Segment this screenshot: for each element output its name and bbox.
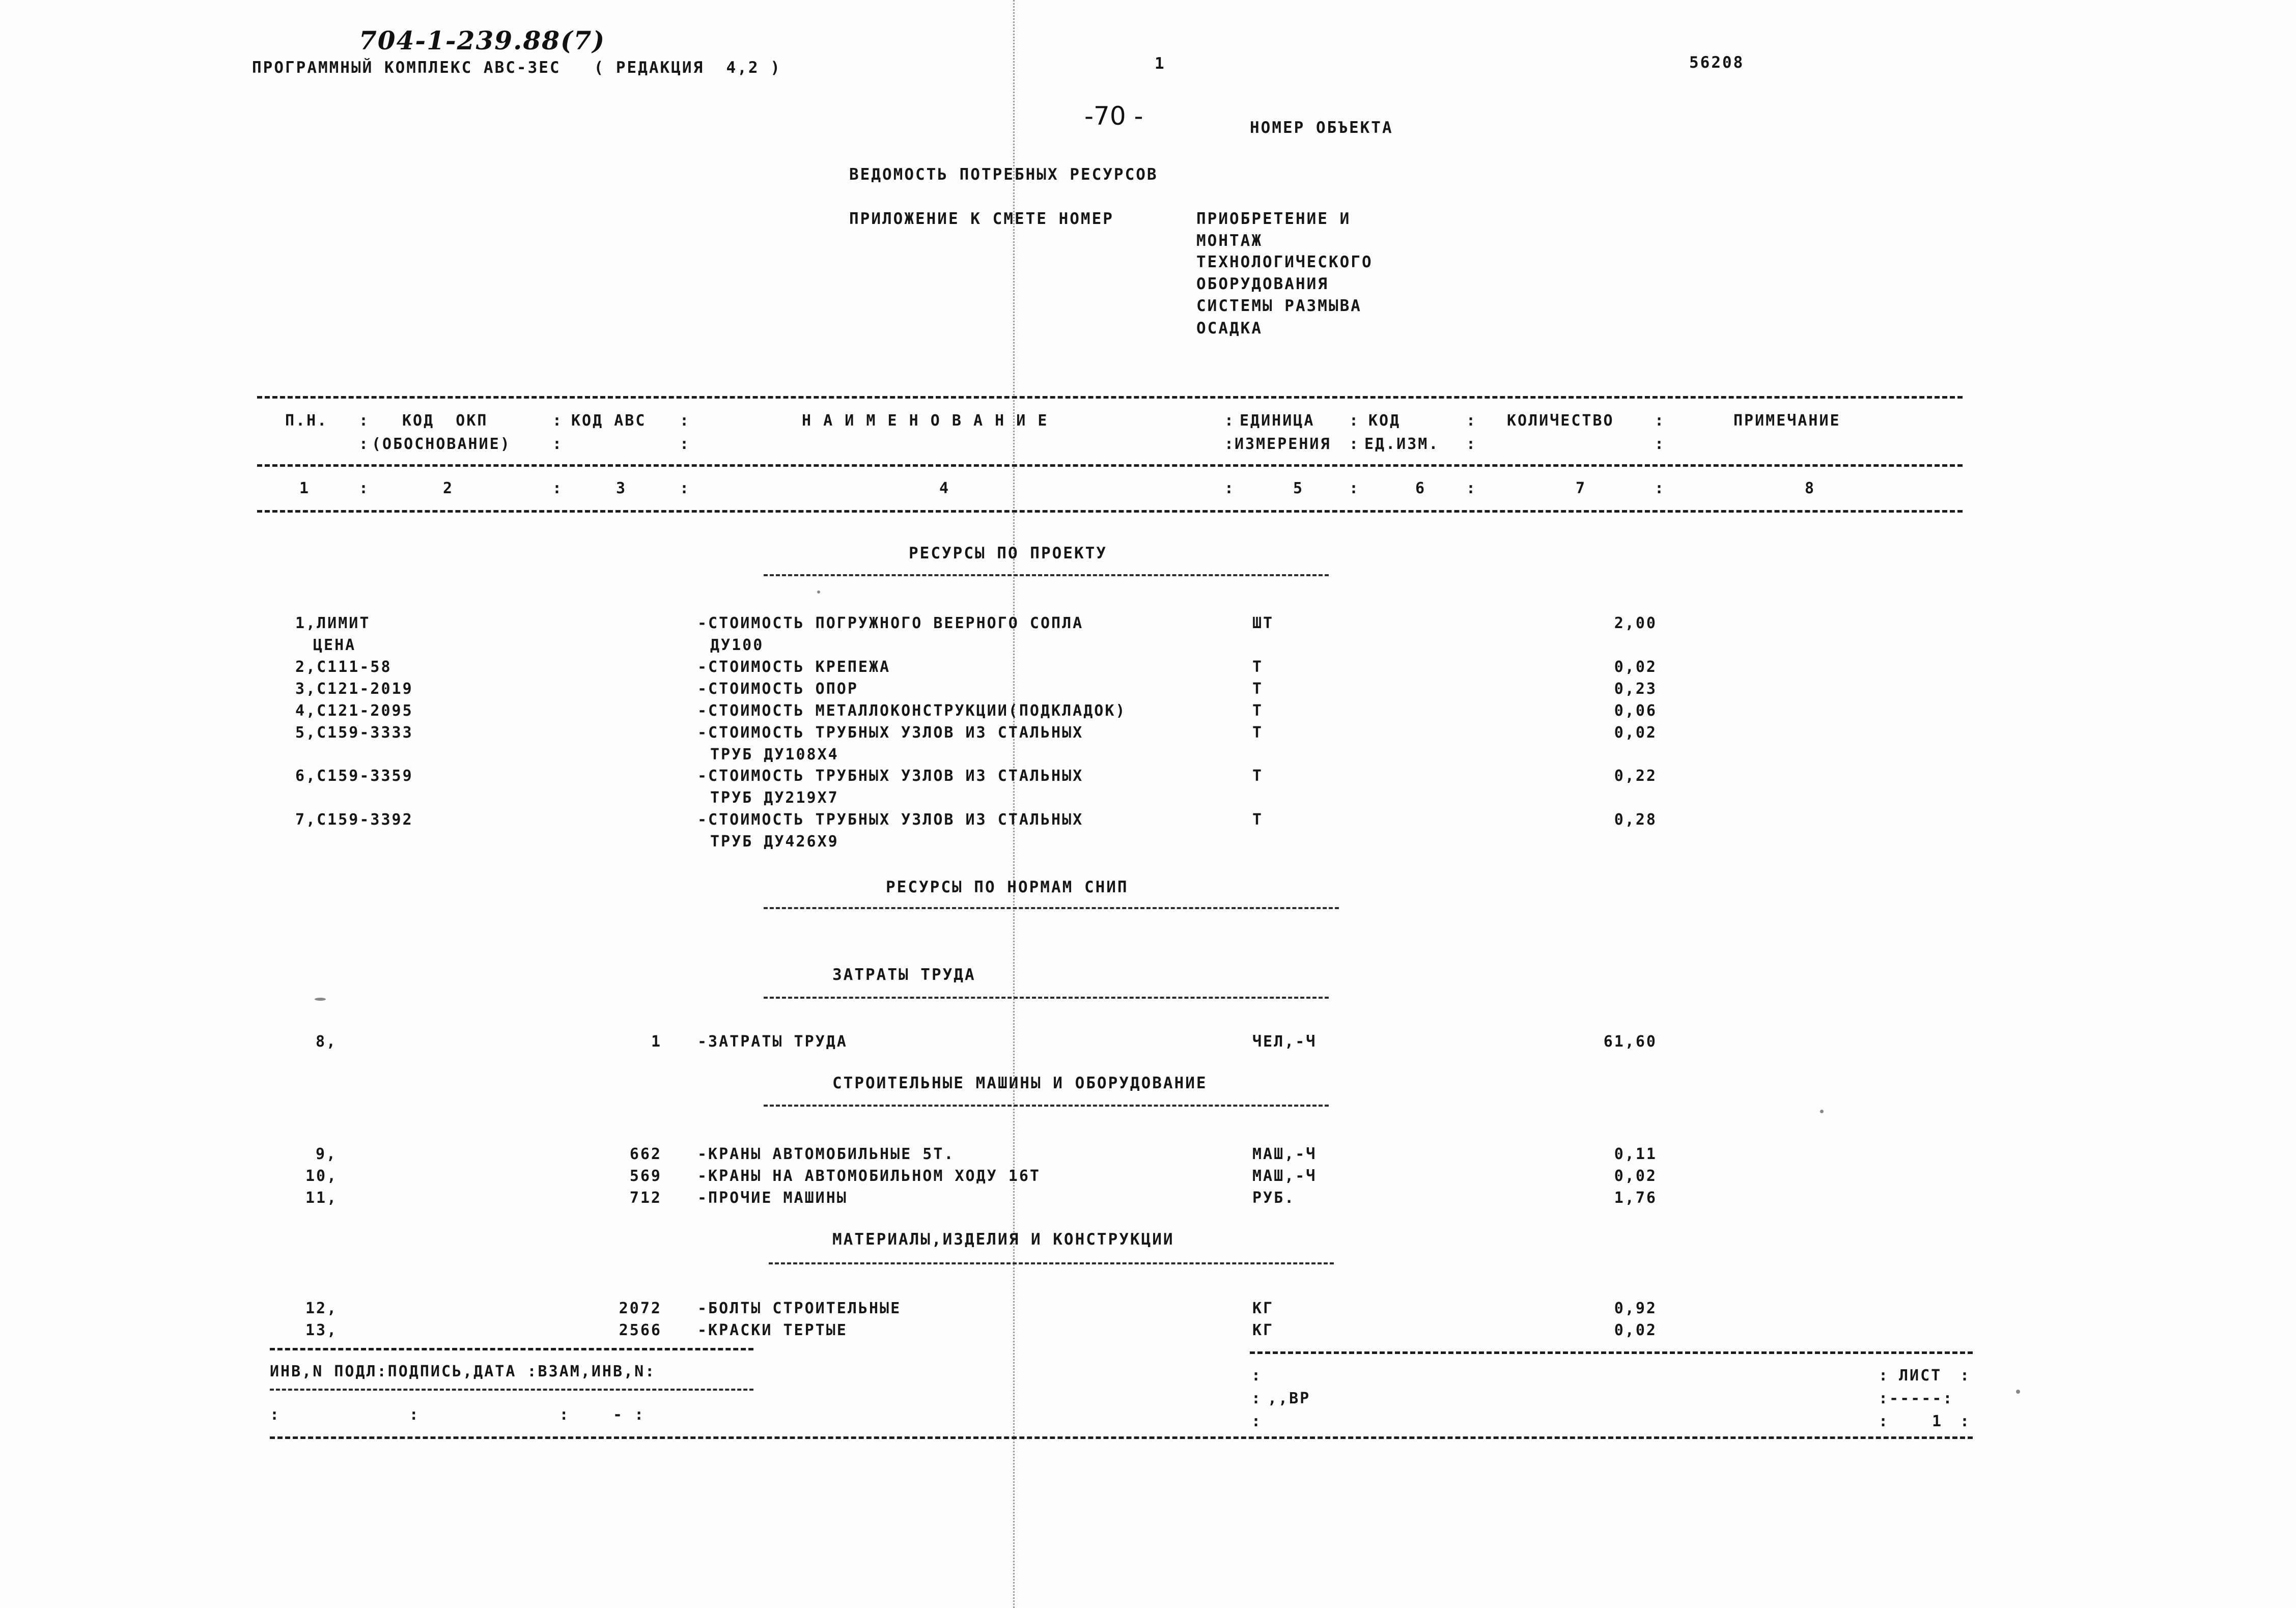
section-project-title: РЕСУРСЫ ПО ПРОЕКТУ — [909, 544, 1107, 562]
section-norms-title: РЕСУРСЫ ПО НОРМАМ СНИП — [886, 878, 1129, 896]
row-11-unit: РУБ. — [1252, 1189, 1296, 1207]
stamp-sheet-sep-2: : — [1960, 1367, 1971, 1385]
document-number: 56208 — [1689, 53, 1745, 72]
col-header-sep-5: : — [1224, 435, 1236, 453]
row-9-pn: 9, — [316, 1145, 338, 1163]
col-header-unitcode-2: ЕД.ИЗМ. — [1364, 435, 1440, 453]
row-5-unit: Т — [1252, 724, 1264, 742]
col-number-sep: : — [359, 479, 370, 497]
row-3-pn: 3,С121-2019 — [295, 680, 413, 698]
row-6-pn: 6,С159-3359 — [295, 767, 413, 785]
col-number-sep: : — [680, 479, 691, 497]
col-number-sep: : — [1466, 479, 1477, 497]
stamp-sheet-value: 1 — [1932, 1413, 1943, 1430]
row-10-pn: 10, — [305, 1167, 338, 1185]
col-header-sep-6: : — [1349, 435, 1360, 453]
col-number-6: 6 — [1415, 479, 1426, 497]
stamp-sheet-label: ЛИСТ — [1899, 1367, 1942, 1385]
row-2-name: -СТОИМОСТЬ КРЕПЕЖА — [697, 658, 891, 676]
stamp-right-colon-2: : — [1251, 1390, 1263, 1407]
stamp-sheet-sep-4: : — [1960, 1413, 1971, 1430]
estimate-name-6: ОСАДКА — [1196, 319, 1263, 337]
row-8-name: -ЗАТРАТЫ ТРУДА — [697, 1033, 848, 1051]
row-2-pn: 2,С111-58 — [295, 658, 392, 676]
col-number-5: 5 — [1293, 479, 1304, 497]
row-11-qty: 1,76 — [1614, 1189, 1657, 1207]
table-numbers-rule — [257, 510, 1963, 513]
estimate-name-4: ОБОРУДОВАНИЯ — [1196, 275, 1329, 293]
section-labor-underline — [764, 997, 1329, 999]
col-number-3: 3 — [616, 479, 627, 497]
row-7-pn: 7,С159-3392 — [295, 811, 413, 829]
row-8-qty: 61,60 — [1603, 1033, 1657, 1051]
scan-speck — [2016, 1390, 2020, 1394]
row-10-qty: 0,02 — [1614, 1167, 1657, 1185]
col-number-sep: : — [1349, 479, 1360, 497]
col-number-sep: : — [552, 479, 564, 497]
row-11-pn: 11, — [305, 1189, 338, 1207]
row-6-name: -СТОИМОСТЬ ТРУБНЫХ УЗЛОВ ИЗ СТАЛЬНЫХ — [697, 767, 1084, 785]
row-12-unit: КГ — [1252, 1300, 1274, 1317]
row-1-name-cont: ДУ100 — [710, 636, 764, 654]
col-header-okp: КОД ОКП — [402, 412, 488, 430]
estimate-name-3: ТЕХНОЛОГИЧЕСКОГО — [1196, 253, 1373, 271]
col-header-unit-sep: : — [1349, 412, 1360, 430]
row-8-pn: 8, — [316, 1033, 338, 1051]
row-1-pn-cont: ЦЕНА — [313, 636, 356, 654]
row-6-unit: Т — [1252, 767, 1264, 785]
row-9-abc: 662 — [629, 1145, 662, 1163]
row-1-qty: 2,00 — [1614, 614, 1657, 632]
col-header-unitcode: КОД — [1368, 412, 1401, 430]
row-6-qty: 0,22 — [1614, 767, 1657, 785]
col-header-basis: (ОБОСНОВАНИЕ) — [372, 435, 511, 453]
row-9-unit: МАШ,-Ч — [1252, 1145, 1317, 1163]
col-header-pn: П.Н. — [285, 412, 328, 430]
stamp-left-cells: : : : - : — [270, 1406, 646, 1424]
scan-speck — [315, 998, 326, 1001]
row-8-unit: ЧЕЛ,-Ч — [1252, 1033, 1317, 1051]
statement-title: ВЕДОМОСТЬ ПОТРЕБНЫХ РЕСУРСОВ — [849, 165, 1158, 184]
row-2-qty: 0,02 — [1614, 658, 1657, 676]
program-header: ПРОГРАММНЫЙ КОМПЛЕКС АВС-3ЕС ( РЕДАКЦИЯ 4,2 ) — [252, 59, 781, 77]
section-norms-underline — [764, 907, 1339, 909]
col-header-name: Н А И М Е Н О В А Н И Е — [802, 412, 1049, 430]
col-header-unitcode-sep: : — [1466, 412, 1477, 430]
row-3-qty: 0,23 — [1614, 680, 1657, 698]
page-fold-line — [1013, 0, 1015, 1608]
col-header-sep-2: : — [359, 435, 370, 453]
section-machines-underline — [764, 1105, 1329, 1107]
row-2-unit: Т — [1252, 658, 1264, 676]
row-12-name: -БОЛТЫ СТРОИТЕЛЬНЫЕ — [697, 1300, 902, 1317]
col-header-pn-sep: : — [359, 412, 370, 430]
stamp-left-header: ИНВ,N ПОДЛ:ПОДПИСЬ,ДАТА :ВЗАМ,ИНВ,N: — [270, 1363, 656, 1380]
row-13-abc: 2566 — [619, 1321, 662, 1339]
row-3-unit: Т — [1252, 680, 1264, 698]
sheet-number: 1 — [1155, 54, 1166, 73]
row-1-pn: 1,ЛИМИТ — [295, 614, 371, 632]
scan-speck — [817, 590, 820, 594]
stamp-sheet-dash: :-----: — [1879, 1390, 1954, 1407]
col-header-qty: КОЛИЧЕСТВО — [1507, 412, 1614, 430]
row-13-unit: КГ — [1252, 1321, 1274, 1339]
stamp-right-colon-3: : — [1251, 1413, 1263, 1430]
row-4-pn: 4,С121-2095 — [295, 702, 413, 720]
col-header-name-sep: : — [1224, 412, 1236, 430]
row-10-unit: МАШ,-Ч — [1252, 1167, 1317, 1185]
row-12-qty: 0,92 — [1614, 1300, 1657, 1317]
col-number-4: 4 — [939, 479, 950, 497]
object-number-label: НОМЕР ОБЪЕКТА — [1250, 119, 1393, 137]
stamp-left-top-rule — [270, 1348, 753, 1350]
stamp-sheet-sep-1: : — [1879, 1367, 1890, 1385]
col-number-sep: : — [1224, 479, 1236, 497]
col-number-sep: : — [1655, 479, 1666, 497]
row-7-qty: 0,28 — [1614, 811, 1657, 829]
table-top-rule — [257, 396, 1963, 399]
row-11-abc: 712 — [629, 1189, 662, 1207]
scan-speck — [1820, 1110, 1824, 1113]
estimate-name-2: МОНТАЖ — [1196, 232, 1263, 250]
section-materials-title: МАТЕРИАЛЫ,ИЗДЕЛИЯ И КОНСТРУКЦИИ — [832, 1230, 1174, 1249]
stamp-right-colon-1: : — [1251, 1367, 1263, 1385]
row-10-abc: 569 — [629, 1167, 662, 1185]
stamp-left-mid-rule — [270, 1389, 753, 1391]
row-1-name: -СТОИМОСТЬ ПОГРУЖНОГО ВЕЕРНОГО СОПЛА — [697, 614, 1084, 632]
row-4-name: -СТОИМОСТЬ МЕТАЛЛОКОНСТРУКЦИИ(ПОДКЛАДОК) — [697, 702, 1127, 720]
section-machines-title: СТРОИТЕЛЬНЫЕ МАШИНЫ И ОБОРУДОВАНИЕ — [832, 1074, 1208, 1092]
row-12-abc: 2072 — [619, 1300, 662, 1317]
stamp-bp-code: ,,ВР — [1268, 1390, 1311, 1407]
stamp-sheet-sep-3: : — [1879, 1413, 1890, 1430]
stamp-right-top-rule — [1250, 1351, 1973, 1354]
section-labor-title: ЗАТРАТЫ ТРУДА — [832, 966, 976, 984]
col-header-note: ПРИМЕЧАНИЕ — [1733, 412, 1841, 430]
row-9-name: -КРАНЫ АВТОМОБИЛЬНЫЕ 5Т. — [697, 1145, 955, 1163]
col-header-sep-3: : — [552, 435, 564, 453]
row-4-qty: 0,06 — [1614, 702, 1657, 720]
handwritten-project-code: 704-1-239.88(7) — [359, 25, 606, 55]
col-header-unit: ЕДИНИЦА — [1240, 412, 1315, 430]
page-number: -70 - — [1084, 101, 1143, 131]
col-header-sep-4: : — [680, 435, 691, 453]
section-materials-underline — [769, 1262, 1334, 1264]
col-header-measure: ИЗМЕРЕНИЯ — [1235, 435, 1331, 453]
section-project-underline — [764, 574, 1329, 576]
row-7-unit: Т — [1252, 811, 1264, 829]
col-header-qty-sep: : — [1655, 412, 1666, 430]
table-header-rule — [257, 464, 1963, 467]
row-6-name-cont: ТРУБ ДУ219Х7 — [710, 789, 839, 807]
col-header-abc-sep: : — [680, 412, 691, 430]
col-number-1: 1 — [299, 479, 311, 497]
col-number-7: 7 — [1576, 479, 1587, 497]
row-9-qty: 0,11 — [1614, 1145, 1657, 1163]
row-5-name: -СТОИМОСТЬ ТРУБНЫХ УЗЛОВ ИЗ СТАЛЬНЫХ — [697, 724, 1084, 742]
row-13-qty: 0,02 — [1614, 1321, 1657, 1339]
row-8-abc: 1 — [651, 1033, 662, 1051]
col-number-8: 8 — [1805, 479, 1816, 497]
row-3-name: -СТОИМОСТЬ ОПОР — [697, 680, 858, 698]
estimate-name-1: ПРИОБРЕТЕНИЕ И — [1196, 210, 1351, 228]
row-7-name: -СТОИМОСТЬ ТРУБНЫХ УЗЛОВ ИЗ СТАЛЬНЫХ — [697, 811, 1084, 829]
row-11-name: -ПРОЧИЕ МАШИНЫ — [697, 1189, 848, 1207]
col-header-okp-sep: : — [552, 412, 564, 430]
appendix-label: ПРИЛОЖЕНИЕ К СМЕТЕ НОМЕР — [849, 210, 1114, 228]
col-header-abc: КОД АВС — [571, 412, 647, 430]
col-header-sep-7: : — [1466, 435, 1477, 453]
row-4-unit: Т — [1252, 702, 1264, 720]
row-12-pn: 12, — [305, 1300, 338, 1317]
row-10-name: -КРАНЫ НА АВТОМОБИЛЬНОМ ХОДУ 16Т — [697, 1167, 1041, 1185]
row-5-name-cont: ТРУБ ДУ108Х4 — [710, 746, 839, 764]
row-5-pn: 5,С159-3333 — [295, 724, 413, 742]
col-header-sep-8: : — [1655, 435, 1666, 453]
row-7-name-cont: ТРУБ ДУ426Х9 — [710, 833, 839, 851]
col-number-2: 2 — [443, 479, 454, 497]
row-13-pn: 13, — [305, 1321, 338, 1339]
row-13-name: -КРАСКИ ТЕРТЫЕ — [697, 1321, 848, 1339]
estimate-name-5: СИСТЕМЫ РАЗМЫВА — [1196, 297, 1362, 315]
row-5-qty: 0,02 — [1614, 724, 1657, 742]
stamp-bottom-rule — [270, 1436, 1973, 1439]
row-1-unit: ШТ — [1252, 614, 1274, 632]
